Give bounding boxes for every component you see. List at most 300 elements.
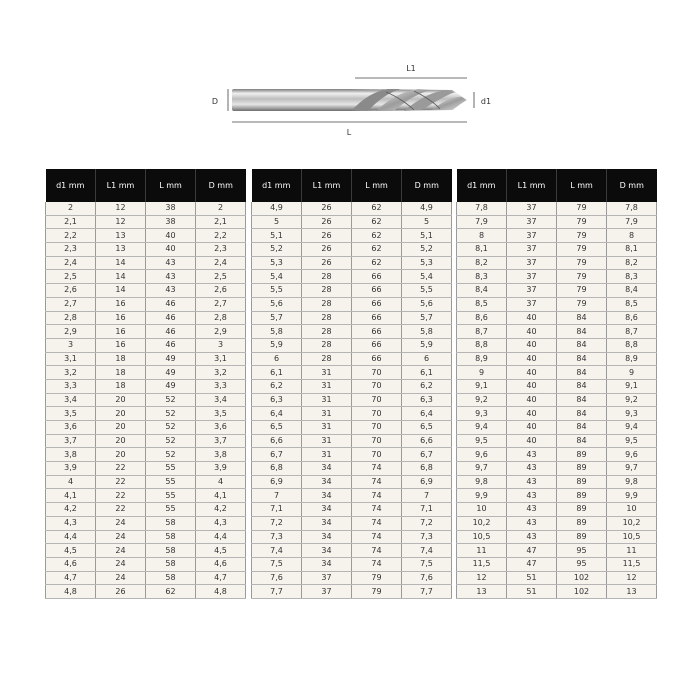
cell-d: 5,2 (402, 243, 452, 257)
cell-d: 4,2 (196, 503, 246, 517)
table-row (252, 256, 452, 270)
cell-l1: 22 (96, 462, 146, 476)
cell-l: 58 (146, 544, 196, 558)
cell-l1: 43 (507, 530, 557, 544)
cell-l: 49 (146, 352, 196, 366)
drill-size-table-1 (45, 169, 246, 599)
table-row (46, 530, 246, 544)
table-row (252, 393, 452, 407)
cell-l1: 26 (96, 585, 146, 599)
cell-l: 58 (146, 571, 196, 585)
cell-l1: 40 (507, 338, 557, 352)
cell-d: 12 (607, 571, 657, 585)
cell-d: 8 (607, 229, 657, 243)
cell-d1: 5,8 (252, 325, 302, 339)
cell-d1: 5,5 (252, 284, 302, 298)
cell-d1: 3,9 (46, 462, 96, 476)
table-row (457, 434, 657, 448)
cell-d: 9,6 (607, 448, 657, 462)
cell-d1: 4,6 (46, 557, 96, 571)
cell-l: 62 (146, 585, 196, 599)
cell-d1: 3,1 (46, 352, 96, 366)
cell-d1: 7,9 (457, 215, 507, 229)
cell-l: 74 (352, 557, 402, 571)
cell-l1: 31 (302, 366, 352, 380)
cell-d1: 6,7 (252, 448, 302, 462)
cell-l: 66 (352, 338, 402, 352)
cell-d: 9,3 (607, 407, 657, 421)
table-row (252, 311, 452, 325)
table-row (457, 229, 657, 243)
cell-l: 79 (352, 571, 402, 585)
table-row (46, 229, 246, 243)
cell-d1: 8,5 (457, 297, 507, 311)
cell-l1: 37 (302, 571, 352, 585)
cell-d: 8,3 (607, 270, 657, 284)
cell-l1: 31 (302, 393, 352, 407)
cell-l: 49 (146, 379, 196, 393)
table-row (457, 352, 657, 366)
cell-d: 3,8 (196, 448, 246, 462)
cell-l1: 13 (96, 229, 146, 243)
cell-d1: 9,8 (457, 475, 507, 489)
table-row (457, 585, 657, 599)
cell-l: 62 (352, 243, 402, 257)
cell-d: 5,7 (402, 311, 452, 325)
cell-l1: 47 (507, 544, 557, 558)
cell-d1: 10 (457, 503, 507, 517)
cell-d1: 3,4 (46, 393, 96, 407)
cell-d: 10 (607, 503, 657, 517)
cell-d: 2,2 (196, 229, 246, 243)
cell-d: 4,5 (196, 544, 246, 558)
cell-l1: 37 (507, 297, 557, 311)
cell-l: 89 (557, 462, 607, 476)
cell-l: 89 (557, 475, 607, 489)
cell-d1: 8,8 (457, 338, 507, 352)
cell-l1: 51 (507, 571, 557, 585)
cell-l1: 24 (96, 557, 146, 571)
cell-l1: 26 (302, 243, 352, 257)
cell-l: 102 (557, 571, 607, 585)
cell-l: 58 (146, 516, 196, 530)
table-row (46, 297, 246, 311)
cell-d1: 7,4 (252, 544, 302, 558)
cell-l: 58 (146, 557, 196, 571)
cell-l1: 43 (507, 489, 557, 503)
cell-d1: 5,2 (252, 243, 302, 257)
cell-l: 38 (146, 202, 196, 215)
cell-d1: 7,3 (252, 530, 302, 544)
cell-l: 84 (557, 325, 607, 339)
cell-d: 2,5 (196, 270, 246, 284)
table-row (252, 229, 452, 243)
cell-l1: 37 (507, 229, 557, 243)
cell-l1: 28 (302, 270, 352, 284)
table-row (46, 407, 246, 421)
cell-l1: 34 (302, 503, 352, 517)
table-row (46, 557, 246, 571)
cell-l1: 22 (96, 489, 146, 503)
cell-d1: 8,1 (457, 243, 507, 257)
cell-l1: 34 (302, 516, 352, 530)
table-row (252, 475, 452, 489)
drill-size-table-3 (456, 169, 657, 599)
cell-d1: 8,7 (457, 325, 507, 339)
table-row (457, 311, 657, 325)
cell-l1: 40 (507, 379, 557, 393)
cell-d1: 6,2 (252, 379, 302, 393)
cell-l: 95 (557, 557, 607, 571)
header-l: L mm (352, 169, 402, 202)
cell-d: 5,1 (402, 229, 452, 243)
cell-d1: 4,5 (46, 544, 96, 558)
cell-l: 84 (557, 379, 607, 393)
cell-l: 79 (557, 297, 607, 311)
cell-d: 7,6 (402, 571, 452, 585)
table-row (46, 284, 246, 298)
cell-l1: 43 (507, 462, 557, 476)
cell-d1: 11,5 (457, 557, 507, 571)
cell-d1: 6,8 (252, 462, 302, 476)
cell-d: 7 (402, 489, 452, 503)
cell-d: 6,2 (402, 379, 452, 393)
cell-l1: 20 (96, 448, 146, 462)
cell-d: 7,3 (402, 530, 452, 544)
cell-l: 70 (352, 407, 402, 421)
table-row (457, 215, 657, 229)
table-row (252, 557, 452, 571)
cell-l: 66 (352, 297, 402, 311)
cell-l1: 28 (302, 338, 352, 352)
cell-l1: 37 (507, 243, 557, 257)
cell-d: 5,8 (402, 325, 452, 339)
cell-l1: 34 (302, 544, 352, 558)
cell-l1: 40 (507, 352, 557, 366)
cell-d: 7,1 (402, 503, 452, 517)
cell-d: 5,3 (402, 256, 452, 270)
cell-d: 6,7 (402, 448, 452, 462)
cell-d: 8,7 (607, 325, 657, 339)
cell-l1: 24 (96, 571, 146, 585)
cell-d1: 5,4 (252, 270, 302, 284)
cell-l1: 18 (96, 352, 146, 366)
cell-l1: 26 (302, 202, 352, 215)
cell-d1: 9,3 (457, 407, 507, 421)
cell-l1: 20 (96, 421, 146, 435)
cell-l: 40 (146, 243, 196, 257)
header-l: L mm (557, 169, 607, 202)
table-row (46, 352, 246, 366)
cell-d1: 2 (46, 202, 96, 215)
cell-d1: 8,9 (457, 352, 507, 366)
cell-d1: 6,1 (252, 366, 302, 380)
cell-d: 4,3 (196, 516, 246, 530)
table-row (46, 516, 246, 530)
cell-l1: 31 (302, 434, 352, 448)
cell-d: 6 (402, 352, 452, 366)
cell-d1: 5,9 (252, 338, 302, 352)
table-row (457, 297, 657, 311)
cell-d1: 3,2 (46, 366, 96, 380)
cell-l1: 43 (507, 503, 557, 517)
table-row (252, 270, 452, 284)
table-header-row (252, 169, 452, 202)
cell-d: 5 (402, 215, 452, 229)
cell-l: 89 (557, 503, 607, 517)
table-row (46, 379, 246, 393)
cell-l1: 12 (96, 215, 146, 229)
cell-l: 62 (352, 215, 402, 229)
cell-l1: 51 (507, 585, 557, 599)
table-row (46, 503, 246, 517)
cell-d: 2,7 (196, 297, 246, 311)
table-row (46, 215, 246, 229)
cell-d1: 9,4 (457, 421, 507, 435)
table-header-row (46, 169, 246, 202)
cell-d1: 7,8 (457, 202, 507, 215)
cell-l: 74 (352, 544, 402, 558)
cell-d: 6,6 (402, 434, 452, 448)
drill-size-table-2 (251, 169, 452, 599)
cell-d1: 9,5 (457, 434, 507, 448)
cell-d1: 10,2 (457, 516, 507, 530)
table-row (457, 489, 657, 503)
cell-d: 3,1 (196, 352, 246, 366)
cell-d: 2 (196, 202, 246, 215)
cell-d1: 3 (46, 338, 96, 352)
cell-l: 84 (557, 311, 607, 325)
cell-l1: 37 (302, 585, 352, 599)
cell-l1: 22 (96, 475, 146, 489)
cell-l: 52 (146, 421, 196, 435)
cell-d1: 10,5 (457, 530, 507, 544)
cell-d: 8,4 (607, 284, 657, 298)
cell-l: 55 (146, 489, 196, 503)
table-row (457, 202, 657, 215)
cell-l1: 16 (96, 311, 146, 325)
table-row (252, 516, 452, 530)
cell-d: 9,1 (607, 379, 657, 393)
cell-l1: 37 (507, 215, 557, 229)
cell-d1: 3,8 (46, 448, 96, 462)
header-d1: d1 mm (457, 169, 507, 202)
cell-l: 52 (146, 393, 196, 407)
cell-l1: 24 (96, 544, 146, 558)
cell-d1: 8,4 (457, 284, 507, 298)
cell-d: 6,1 (402, 366, 452, 380)
cell-d: 6,9 (402, 475, 452, 489)
cell-d1: 6,9 (252, 475, 302, 489)
table-row (457, 379, 657, 393)
cell-l1: 37 (507, 284, 557, 298)
table-row (252, 243, 452, 257)
cell-d1: 7 (252, 489, 302, 503)
cell-d1: 2,4 (46, 256, 96, 270)
cell-d: 3,3 (196, 379, 246, 393)
cell-l1: 14 (96, 270, 146, 284)
cell-l: 79 (557, 215, 607, 229)
cell-l1: 31 (302, 421, 352, 435)
cell-l1: 40 (507, 393, 557, 407)
table-row (252, 284, 452, 298)
cell-d1: 2,7 (46, 297, 96, 311)
cell-l: 84 (557, 366, 607, 380)
cell-l1: 31 (302, 448, 352, 462)
cell-d: 4,6 (196, 557, 246, 571)
table-row (252, 571, 452, 585)
cell-l: 84 (557, 393, 607, 407)
cell-l1: 28 (302, 325, 352, 339)
cell-d1: 3,5 (46, 407, 96, 421)
cell-l1: 34 (302, 475, 352, 489)
cell-d1: 4,4 (46, 530, 96, 544)
cell-d1: 3,6 (46, 421, 96, 435)
cell-l: 62 (352, 229, 402, 243)
cell-l1: 26 (302, 229, 352, 243)
cell-d: 11 (607, 544, 657, 558)
cell-d1: 7,2 (252, 516, 302, 530)
table-row (457, 475, 657, 489)
cell-l1: 28 (302, 311, 352, 325)
cell-d1: 9,2 (457, 393, 507, 407)
cell-d1: 2,2 (46, 229, 96, 243)
table-row (46, 585, 246, 599)
cell-d: 7,5 (402, 557, 452, 571)
table-row (457, 338, 657, 352)
header-d1: d1 mm (46, 169, 96, 202)
cell-d1: 8 (457, 229, 507, 243)
cell-l: 66 (352, 325, 402, 339)
cell-l: 74 (352, 503, 402, 517)
table-row (457, 530, 657, 544)
cell-l: 43 (146, 270, 196, 284)
cell-d1: 13 (457, 585, 507, 599)
cell-d1: 8,6 (457, 311, 507, 325)
cell-d: 6,3 (402, 393, 452, 407)
table-row (252, 202, 452, 215)
cell-l1: 40 (507, 325, 557, 339)
cell-l1: 31 (302, 379, 352, 393)
cell-d1: 2,6 (46, 284, 96, 298)
cell-d1: 5,3 (252, 256, 302, 270)
table-row (457, 270, 657, 284)
cell-d: 4,4 (196, 530, 246, 544)
table-row (252, 434, 452, 448)
cell-d1: 4,2 (46, 503, 96, 517)
table-row (252, 503, 452, 517)
cell-d: 3,4 (196, 393, 246, 407)
table-row (46, 448, 246, 462)
cell-l: 66 (352, 284, 402, 298)
table-row (46, 475, 246, 489)
cell-l: 79 (352, 585, 402, 599)
cell-d1: 7,6 (252, 571, 302, 585)
cell-l: 52 (146, 407, 196, 421)
table-row (252, 407, 452, 421)
cell-d1: 4,7 (46, 571, 96, 585)
cell-d: 9,2 (607, 393, 657, 407)
cell-d: 10,2 (607, 516, 657, 530)
cell-d1: 5,6 (252, 297, 302, 311)
cell-l1: 16 (96, 325, 146, 339)
cell-l1: 24 (96, 530, 146, 544)
cell-d1: 3,3 (46, 379, 96, 393)
cell-l1: 12 (96, 202, 146, 215)
cell-l1: 37 (507, 202, 557, 215)
cell-d1: 9,7 (457, 462, 507, 476)
cell-l1: 24 (96, 516, 146, 530)
cell-l: 89 (557, 530, 607, 544)
table-row (457, 243, 657, 257)
cell-l: 46 (146, 338, 196, 352)
cell-d: 7,7 (402, 585, 452, 599)
table-row (457, 571, 657, 585)
table-row (457, 256, 657, 270)
cell-d: 5,4 (402, 270, 452, 284)
cell-l1: 20 (96, 434, 146, 448)
cell-l1: 13 (96, 243, 146, 257)
cell-l1: 22 (96, 503, 146, 517)
cell-l1: 14 (96, 284, 146, 298)
header-d: D mm (196, 169, 246, 202)
table-row (46, 243, 246, 257)
cell-d1: 3,7 (46, 434, 96, 448)
cell-d1: 9 (457, 366, 507, 380)
cell-l1: 43 (507, 516, 557, 530)
table-row (252, 421, 452, 435)
cell-l1: 20 (96, 393, 146, 407)
cell-d: 2,1 (196, 215, 246, 229)
cell-d: 3,7 (196, 434, 246, 448)
table-header-row (457, 169, 657, 202)
table-row (252, 462, 452, 476)
cell-l: 79 (557, 256, 607, 270)
table-row (46, 462, 246, 476)
cell-d1: 7,5 (252, 557, 302, 571)
header-l: L mm (146, 169, 196, 202)
cell-l1: 40 (507, 407, 557, 421)
cell-d: 7,2 (402, 516, 452, 530)
cell-l: 79 (557, 202, 607, 215)
cell-d1: 4,1 (46, 489, 96, 503)
table-row (457, 503, 657, 517)
table-row (46, 325, 246, 339)
cell-d1: 2,9 (46, 325, 96, 339)
table-row (252, 325, 452, 339)
table-row (457, 516, 657, 530)
cell-l: 70 (352, 448, 402, 462)
cell-d: 4,9 (402, 202, 452, 215)
header-l1: L1 mm (507, 169, 557, 202)
cell-d1: 6,6 (252, 434, 302, 448)
cell-d: 4,7 (196, 571, 246, 585)
cell-l: 70 (352, 366, 402, 380)
table-row (252, 448, 452, 462)
cell-d: 5,5 (402, 284, 452, 298)
table-row (46, 311, 246, 325)
cell-d: 8,1 (607, 243, 657, 257)
cell-d: 9 (607, 366, 657, 380)
l-label: L (346, 128, 352, 137)
cell-d1: 4,9 (252, 202, 302, 215)
table-row (46, 366, 246, 380)
cell-d: 3,9 (196, 462, 246, 476)
cell-l1: 34 (302, 489, 352, 503)
cell-d: 4,1 (196, 489, 246, 503)
cell-d: 4,8 (196, 585, 246, 599)
table-row (46, 571, 246, 585)
